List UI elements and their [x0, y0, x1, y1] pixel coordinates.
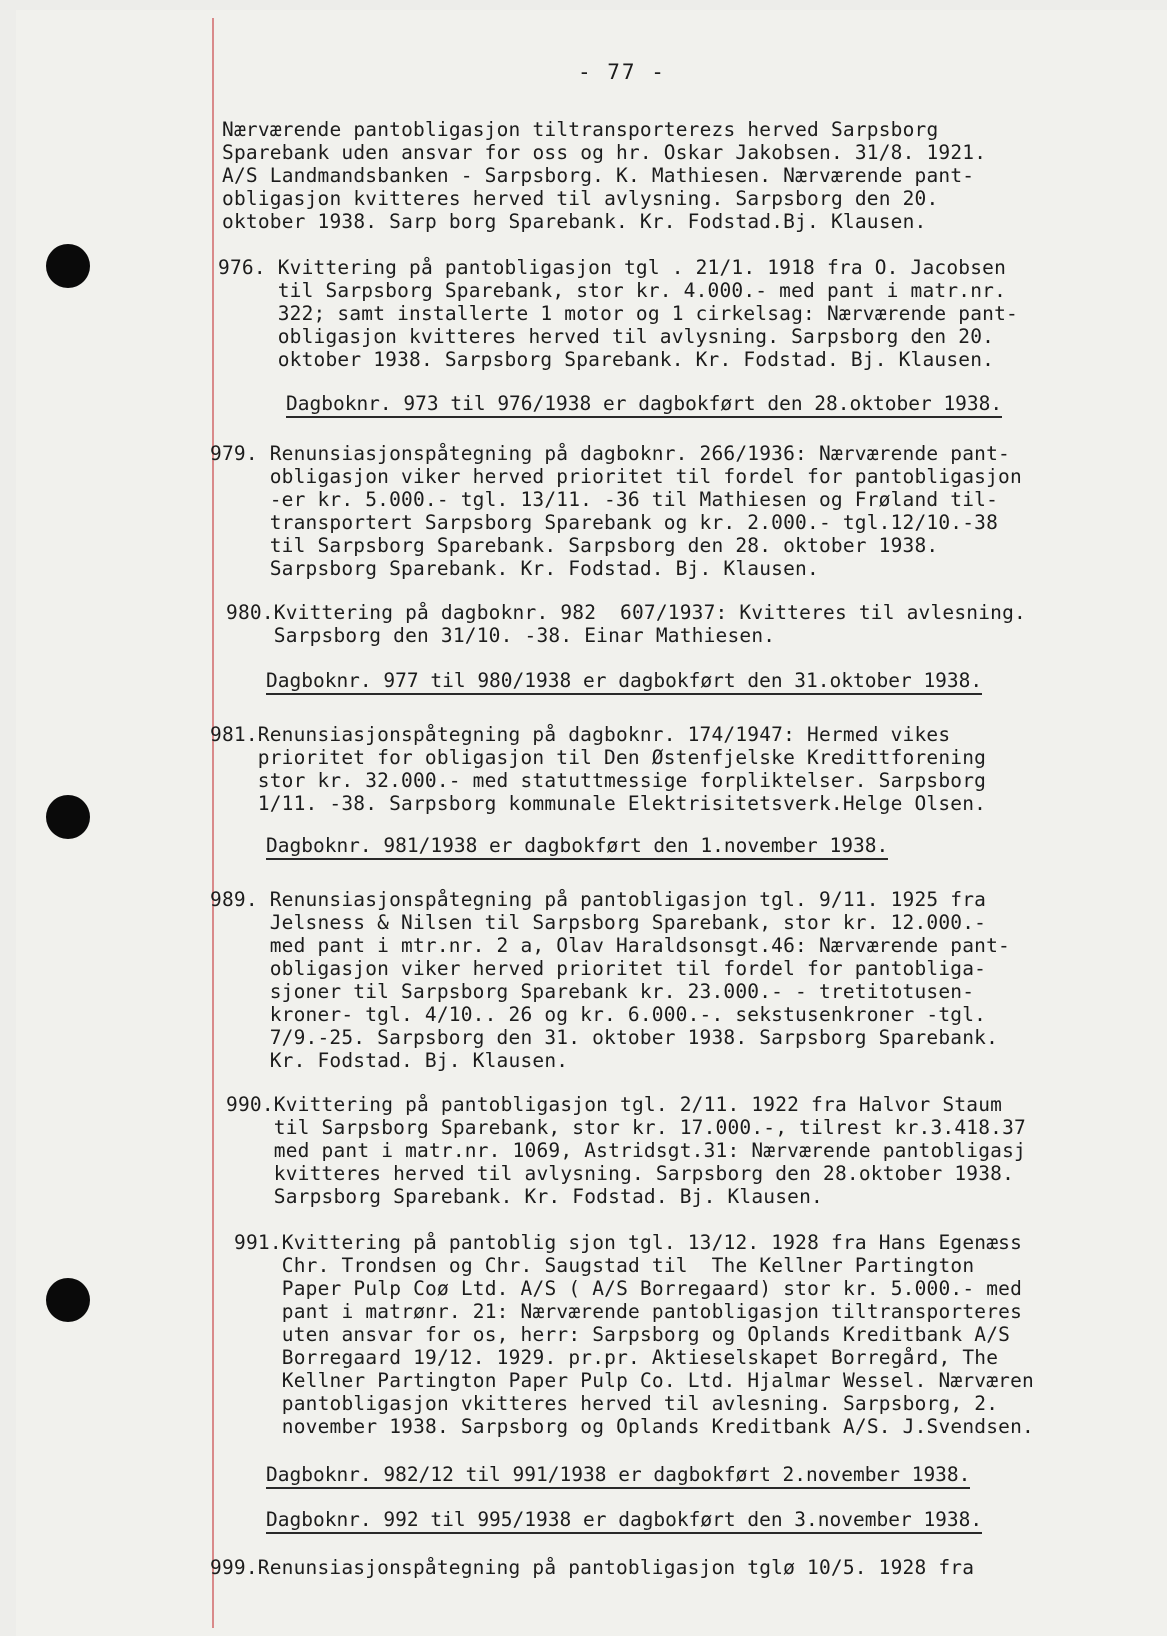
- text-line: 1/11. -38. Sarpsborg kommunale Elektrisitetsverk.Helge Olsen.: [210, 792, 987, 815]
- text-line: obligasjon kvitteres herved til avlysning. Sarpsborg den 20.: [218, 325, 995, 348]
- text-line: uten ansvar for os, herr: Sarpsborg og Oplands Kreditbank A/S: [234, 1323, 1011, 1346]
- entry-block: [226, 1093, 1026, 1208]
- text-line: obligasjon kvitteres herved til avlysning. Sarpsborg den 20.: [222, 187, 939, 210]
- text-line: til Sarpsborg Sparebank, stor kr. 17.000.-, tilrest kr.3.418.37: [226, 1116, 1026, 1139]
- text-line: oktober 1938. Sarpsborg Sparebank. Kr. Fodstad. Bj. Klausen.: [218, 348, 995, 371]
- text-line: sjoner til Sarpsborg Sparebank kr. 23.000.- - tretitotusen-: [210, 980, 975, 1003]
- text-line: Borregaard 19/12. 1929. pr.pr. Aktieselskapet Borregård, The: [234, 1346, 999, 1369]
- text-line: Sarpsborg Sparebank. Kr. Fodstad. Bj. Klausen.: [210, 557, 819, 580]
- text-line: obligasjon viker herved prioritet til fordel for pantobliga-: [210, 957, 987, 980]
- text-line: 990.Kvittering på pantobligasjon tgl. 2/11. 1922 fra Halvor Staum: [226, 1093, 1003, 1116]
- text-line: Sarpsborg den 31/10. -38. Einar Mathiesen.: [226, 624, 776, 647]
- text-line: pantobligasjon vkitteres herved til avlesning. Sarpsborg, 2.: [234, 1392, 999, 1415]
- text-line: A/S Landmandsbanken - Sarpsborg. K. Mathiesen. Nærværende pant-: [222, 164, 975, 187]
- journal-entry: Dagboknr. 981/1938 er dagbokført den 1.november 1938.: [266, 834, 888, 860]
- text-line: Kr. Fodstad. Bj. Klausen.: [210, 1049, 569, 1072]
- text-line: til Sarpsborg Sparebank. Sarpsborg den 28. oktober 1938.: [210, 534, 939, 557]
- journal-entry: Dagboknr. 973 til 976/1938 er dagbokført den 28.oktober 1938.: [286, 392, 1002, 418]
- text-line: Sparebank uden ansvar for oss og hr. Oskar Jakobsen. 31/8. 1921.: [222, 141, 987, 164]
- text-line: stor kr. 32.000.- med statuttmessige forpliktelser. Sarpsborg: [210, 769, 987, 792]
- text-line: prioritet for obligasjon til Den Østenfjelske Kredittforening: [210, 746, 987, 769]
- text-line: obligasjon viker herved prioritet til fordel for pantobligasjon: [210, 465, 1022, 488]
- entry-block: [222, 118, 986, 233]
- text-line: 989. Renunsiasjonspåtegning på pantobligasjon tgl. 9/11. 1925 fra: [210, 888, 987, 911]
- text-line: kvitteres herved til avlysning. Sarpsborg den 28.oktober 1938.: [226, 1162, 1015, 1185]
- text-line: 979. Renunsiasjonspåtegning på dagboknr. 266/1936: Nærværende pant-: [210, 442, 1010, 465]
- text-line: 980.Kvittering på dagboknr. 982 607/1937: Kvitteres til avlesning.: [226, 601, 1026, 624]
- text-line: 981.Renunsiasjonspåtegning på dagboknr. 174/1947: Hermed vikes: [210, 723, 951, 746]
- text-line: Sarpsborg Sparebank. Kr. Fodstad. Bj. Klausen.: [226, 1185, 823, 1208]
- entry-block: [234, 1231, 1034, 1438]
- text-line: 7/9.-25. Sarpsborg den 31. oktober 1938. Sarpsborg Sparebank.: [210, 1026, 999, 1049]
- page-number: - 77 -: [578, 60, 666, 84]
- punch-hole: [46, 1278, 90, 1322]
- text-line: med pant i mtr.nr. 2 a, Olav Haraldsonsgt.46: Nærværende pant-: [210, 934, 1010, 957]
- text-line: transportert Sarpsborg Sparebank og kr. 2.000.- tgl.12/10.-38: [210, 511, 999, 534]
- text-line: Jelsness & Nilsen til Sarpsborg Sparebank, stor kr. 12.000.-: [210, 911, 987, 934]
- punch-hole: [46, 244, 90, 288]
- text-line: kroner- tgl. 4/10.. 26 og kr. 6.000.-. sekstusenkroner -tgl.: [210, 1003, 987, 1026]
- text-line: 976. Kvittering på pantobligasjon tgl . 21/1. 1918 fra O. Jacobsen: [218, 256, 1007, 279]
- punch-hole: [46, 795, 90, 839]
- margin-line: [212, 18, 214, 1628]
- text-line: med pant i matr.nr. 1069, Astridsgt.31: Nærværende pantobligasj: [226, 1139, 1026, 1162]
- text-line: til Sarpsborg Sparebank, stor kr. 4.000.- med pant i matr.nr.: [218, 279, 1007, 302]
- journal-entry: Dagboknr. 977 til 980/1938 er dagbokført den 31.oktober 1938.: [266, 669, 982, 695]
- text-line: 322; samt installerte 1 motor og 1 cirkelsag: Nærværende pant-: [218, 302, 1018, 325]
- text-line: Paper Pulp Coø Ltd. A/S ( A/S Borregaard) stor kr. 5.000.- med: [234, 1277, 1023, 1300]
- entry-block: [210, 723, 986, 815]
- text-line: oktober 1938. Sarp borg Sparebank. Kr. Fodstad.Bj. Klausen.: [222, 210, 927, 233]
- journal-entry: Dagboknr. 982/12 til 991/1938 er dagbokført 2.november 1938.: [266, 1463, 970, 1489]
- text-line: 999.Renunsiasjonspåtegning på pantobligasjon tglø 10/5. 1928 fra: [210, 1556, 975, 1579]
- entry-block: [226, 601, 1026, 647]
- text-line: Nærværende pantobligasjon tiltransporterezs herved Sarpsborg: [222, 118, 939, 141]
- text-line: pant i matrønr. 21: Nærværende pantobligasjon tiltransporteres: [234, 1300, 1023, 1323]
- entry-block: [218, 256, 1018, 371]
- journal-entry: Dagboknr. 992 til 995/1938 er dagbokført den 3.november 1938.: [266, 1508, 982, 1534]
- text-line: Kellner Partington Paper Pulp Co. Ltd. Hjalmar Wessel. Nærværen: [234, 1369, 1034, 1392]
- text-line: -er kr. 5.000.- tgl. 13/11. -36 til Mathiesen og Frøland til-: [210, 488, 999, 511]
- entry-block: [210, 1556, 974, 1579]
- entry-block: [210, 442, 1022, 580]
- text-line: 991.Kvittering på pantoblig sjon tgl. 13/12. 1928 fra Hans Egenæss: [234, 1231, 1023, 1254]
- entry-block: [210, 888, 1010, 1072]
- text-line: november 1938. Sarpsborg og Oplands Kreditbank A/S. J.Svendsen.: [234, 1415, 1034, 1438]
- text-line: Chr. Trondsen og Chr. Saugstad til The Kellner Partington: [234, 1254, 975, 1277]
